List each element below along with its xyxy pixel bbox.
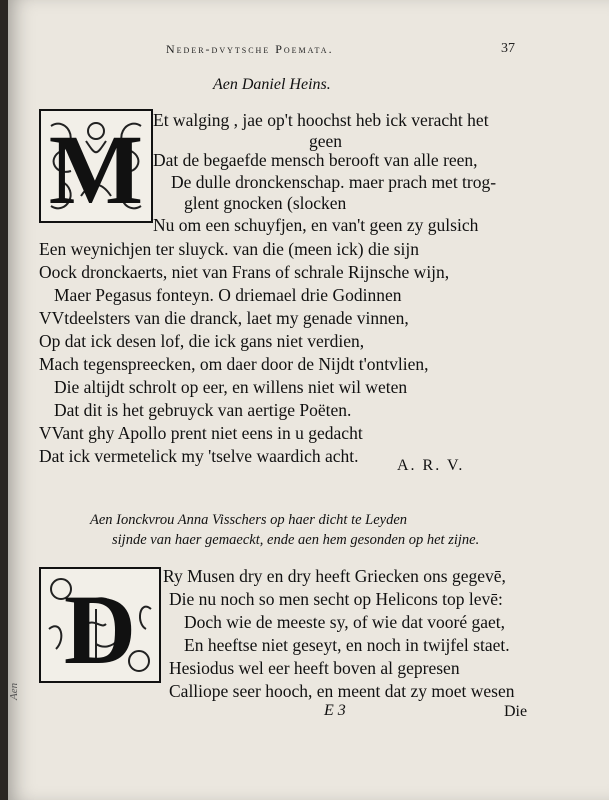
poem1-line: Een weynichjen ter sluyck. van die (meen ick) die sijn — [39, 239, 420, 259]
poem1-line: Op dat ick desen lof, die ick gans niet verdien, — [39, 331, 365, 351]
poem1-line: Die altijdt schrolt op eer, en willens niet wil weten — [54, 377, 408, 397]
poem1-line: De dulle dronckenschap. maer prach met trog- — [171, 172, 497, 192]
poem1-line: geen — [309, 131, 343, 151]
poem2-line: Die nu noch so men secht op Helicons top levē: — [169, 589, 503, 609]
running-head: Neder-dvytsche Poemata. — [166, 42, 334, 56]
poem2-title-line2: sijnde van haer gemaeckt, ende aen hem gesonden op het zijne. — [112, 532, 480, 548]
poem2-title-line1: Aen Ionckvrou Anna Visschers op haer dicht te Leyden — [90, 512, 408, 528]
decorated-initial-m — [39, 109, 153, 223]
page-number: 37 — [501, 41, 515, 56]
poem2-line: Hesiodus wel eer heeft boven al gepresen — [169, 658, 460, 678]
poem2-line: Doch wie de meeste sy, of wie dat vooré gaet, — [184, 612, 506, 632]
poem1-line: Dat de begaefde mensch berooft van alle reen, — [153, 150, 478, 170]
poem1-line: VVant ghy Apollo prent niet eens in u gedacht — [39, 423, 363, 443]
poem1-line: Et walging , jae op't hoochst heb ick veracht het — [153, 110, 489, 130]
floral-ornament-icon — [41, 111, 151, 221]
poem1-line: Dat ick vermetelick my 'tselve waardich acht. — [39, 446, 359, 466]
poem1-title: Aen Daniel Heins. — [213, 76, 331, 93]
catchword: Die — [504, 703, 528, 720]
svg-text:D: D — [63, 574, 137, 681]
poem1-line: Dat dit is het gebruyck van aertige Poëten. — [54, 400, 352, 420]
poem1-line: Mach tegenspreecken, om daer door de Nijdt t'ontvlien, — [39, 354, 429, 374]
poem2-line: Calliope seer hooch, en meent dat zy moet wesen — [169, 681, 515, 701]
floral-ornament-icon — [41, 569, 159, 681]
poem1-line: Maer Pegasus fonteyn. O driemael drie Godinnen — [54, 285, 402, 305]
poem1-line: Oock dronckaerts, niet van Frans of schrale Rijnsche wijn, — [39, 262, 450, 282]
poem1-signature: A. R. V. — [397, 457, 465, 474]
signature-mark: E 3 — [324, 702, 346, 719]
poem1-line: glent gnocken (slocken — [184, 193, 347, 213]
poem1-line: Nu om een schuyfjen, en van't geen zy gulsich — [153, 215, 479, 235]
poem2-line: En heeftse niet geseyt, en noch in twijfel staet. — [184, 635, 510, 655]
decorated-initial-d — [39, 567, 161, 683]
poem1-line: VVtdeelsters van die dranck, laet my genade vinnen, — [39, 308, 409, 328]
book-page — [8, 0, 609, 800]
margin-note: Aen — [8, 682, 20, 700]
poem2-line: Ry Musen dry en dry heeft Griecken ons gegevē, — [163, 566, 506, 586]
svg-text:M: M — [48, 114, 144, 221]
